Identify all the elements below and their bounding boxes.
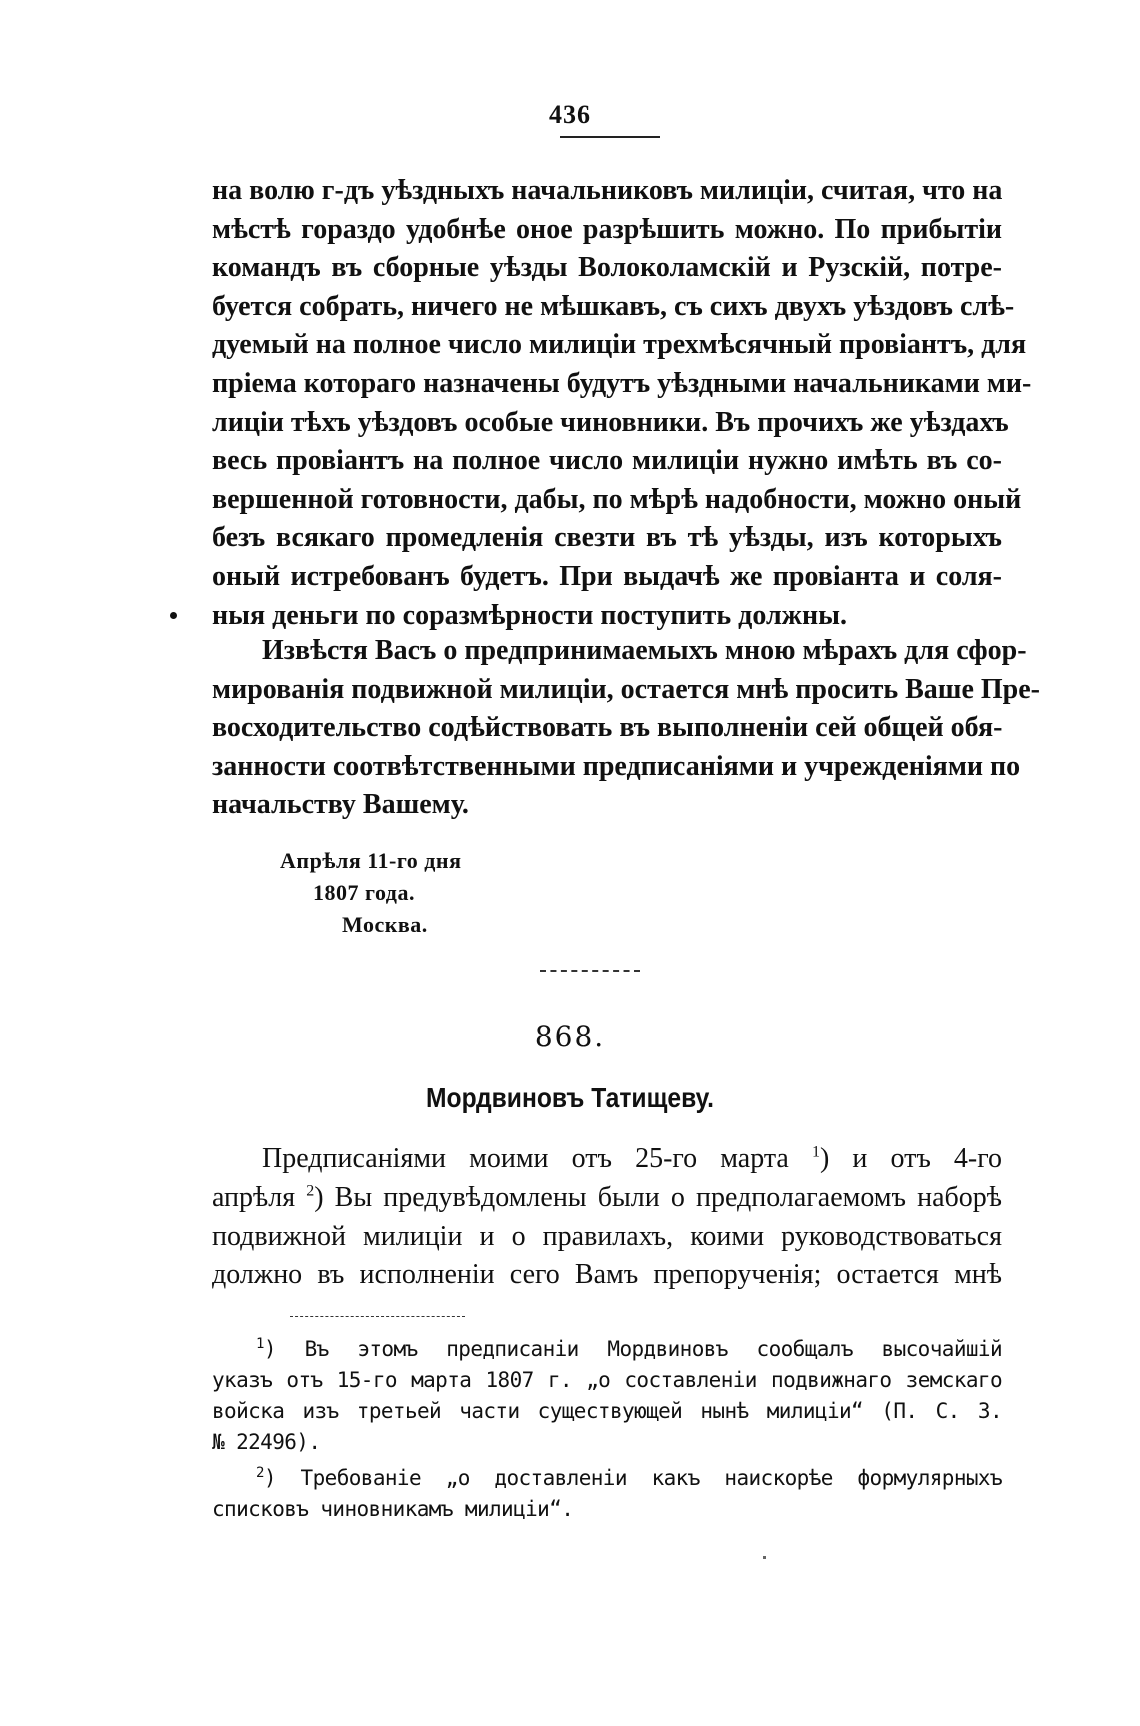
page-number: 436 bbox=[549, 100, 591, 129]
text-line: весь провіантъ на полное число милиціи нужно имѣть въ со- bbox=[212, 445, 1002, 477]
footnote-ref: 1 bbox=[811, 1143, 820, 1161]
document-number: 868. bbox=[534, 1020, 606, 1053]
text-line: лиціи тѣхъ уѣздовъ особые чиновники. Въ прочихъ же уѣздахъ bbox=[212, 406, 1009, 438]
text-line bbox=[212, 1179, 1002, 1218]
footnote-line: войска изъ третьей части существующей нынѣ милиціи“ (П. С. З. bbox=[212, 1399, 1002, 1423]
paragraph-continuation bbox=[212, 172, 1032, 635]
page-number-rule bbox=[560, 136, 660, 138]
footnote-2 bbox=[212, 1463, 1002, 1525]
text-fragment: Предписаніями моими отъ 25-го марта bbox=[262, 1143, 812, 1174]
text-line: мѣстѣ гораздо удобнѣе оное разрѣшить можно. По прибытіи bbox=[212, 213, 1002, 245]
footnote-1 bbox=[212, 1334, 1002, 1458]
document-heading: Мордвиновъ Татищеву. bbox=[425, 1082, 714, 1113]
footnote-mark: 1 bbox=[256, 1336, 264, 1352]
footnote-line bbox=[212, 1463, 1002, 1494]
text-line: Извѣстя Васъ о предпринимаемыхъ мною мѣрахъ для сфор- bbox=[262, 635, 1027, 666]
text-line: ныя деньги по соразмѣрности поступить должны. bbox=[212, 599, 847, 631]
text-line: дуемый на полное число милиціи трехмѣсячный провіантъ, для bbox=[212, 329, 1027, 361]
text-line: безъ всякаго промедленія свезти въ тѣ уѣзды, изъ которыхъ bbox=[212, 522, 1002, 554]
letter-body bbox=[212, 1140, 1002, 1295]
text-line: занности соотвѣтственными предписаніями и учрежденіями по bbox=[212, 750, 1021, 782]
dateline-place: Москва. bbox=[342, 912, 428, 937]
section-separator bbox=[540, 970, 640, 972]
text-fragment: ) Въ этомъ предписаніи Мордвиновъ сообщалъ высочайшій bbox=[263, 1337, 1002, 1361]
scan-speck bbox=[763, 1556, 766, 1559]
footnote-line bbox=[212, 1334, 1002, 1365]
text-line: начальству Вашему. bbox=[212, 789, 469, 821]
text-line: на волю г-дъ уѣздныхъ начальниковъ милиціи, считая, что на bbox=[212, 175, 1003, 206]
margin-dot bbox=[170, 612, 177, 619]
text-fragment: ) Вы предувѣдомлены были о предполагаемомъ наборѣ bbox=[314, 1181, 1002, 1213]
dateline-date: Апрѣля 11-го дня bbox=[280, 848, 462, 873]
footnote-rule bbox=[290, 1316, 465, 1317]
text-line bbox=[212, 1140, 1002, 1179]
footnote-line: № 22496). bbox=[212, 1430, 321, 1454]
footnote-line: указъ отъ 15-го марта 1807 г. „о составленіи подвижнаго земскаго bbox=[212, 1368, 1002, 1392]
paragraph-closing bbox=[212, 632, 1040, 825]
text-line: командъ въ сборные уѣзды Волоколамскій и Рузскій, потре- bbox=[212, 252, 1002, 284]
text-line: оный истребованъ будетъ. При выдачѣ же провіанта и соля- bbox=[212, 560, 1002, 592]
footnote-line: списковъ чиновникамъ милиціи“. bbox=[212, 1497, 574, 1521]
footnotes bbox=[212, 1334, 1002, 1530]
footnote-mark: 2 bbox=[256, 1465, 264, 1481]
text-fragment: ) и отъ 4-го bbox=[819, 1143, 1002, 1174]
text-line: мированія подвижной милиціи, остается мнѣ просить Ваше Пре- bbox=[212, 673, 1040, 705]
text-line: восходительство содѣйствовать въ выполненіи сей общей обя- bbox=[212, 712, 1003, 744]
text-line: вершенной готовности, дабы, по мѣрѣ надобности, можно оный bbox=[212, 483, 1022, 515]
footnote-ref: 2 bbox=[306, 1182, 315, 1200]
text-line: подвижной милиціи и о правилахъ, коими руководствоваться bbox=[212, 1220, 1002, 1252]
dateline-year: 1807 года. bbox=[313, 880, 415, 905]
text-fragment: ) Требованіе „о доставленіи какъ наискорѣе формулярныхъ bbox=[263, 1466, 1002, 1490]
text-fragment: апрѣля bbox=[212, 1181, 307, 1213]
text-line: пріема котораго назначены будутъ уѣздными начальниками ми- bbox=[212, 367, 1032, 399]
text-line: должно въ исполненіи сего Вамъ препорученія; остается мнѣ bbox=[212, 1259, 1002, 1291]
text-line: буется собрать, ничего не мѣшкавъ, съ сихъ двухъ уѣздовъ слѣ- bbox=[212, 290, 1015, 322]
